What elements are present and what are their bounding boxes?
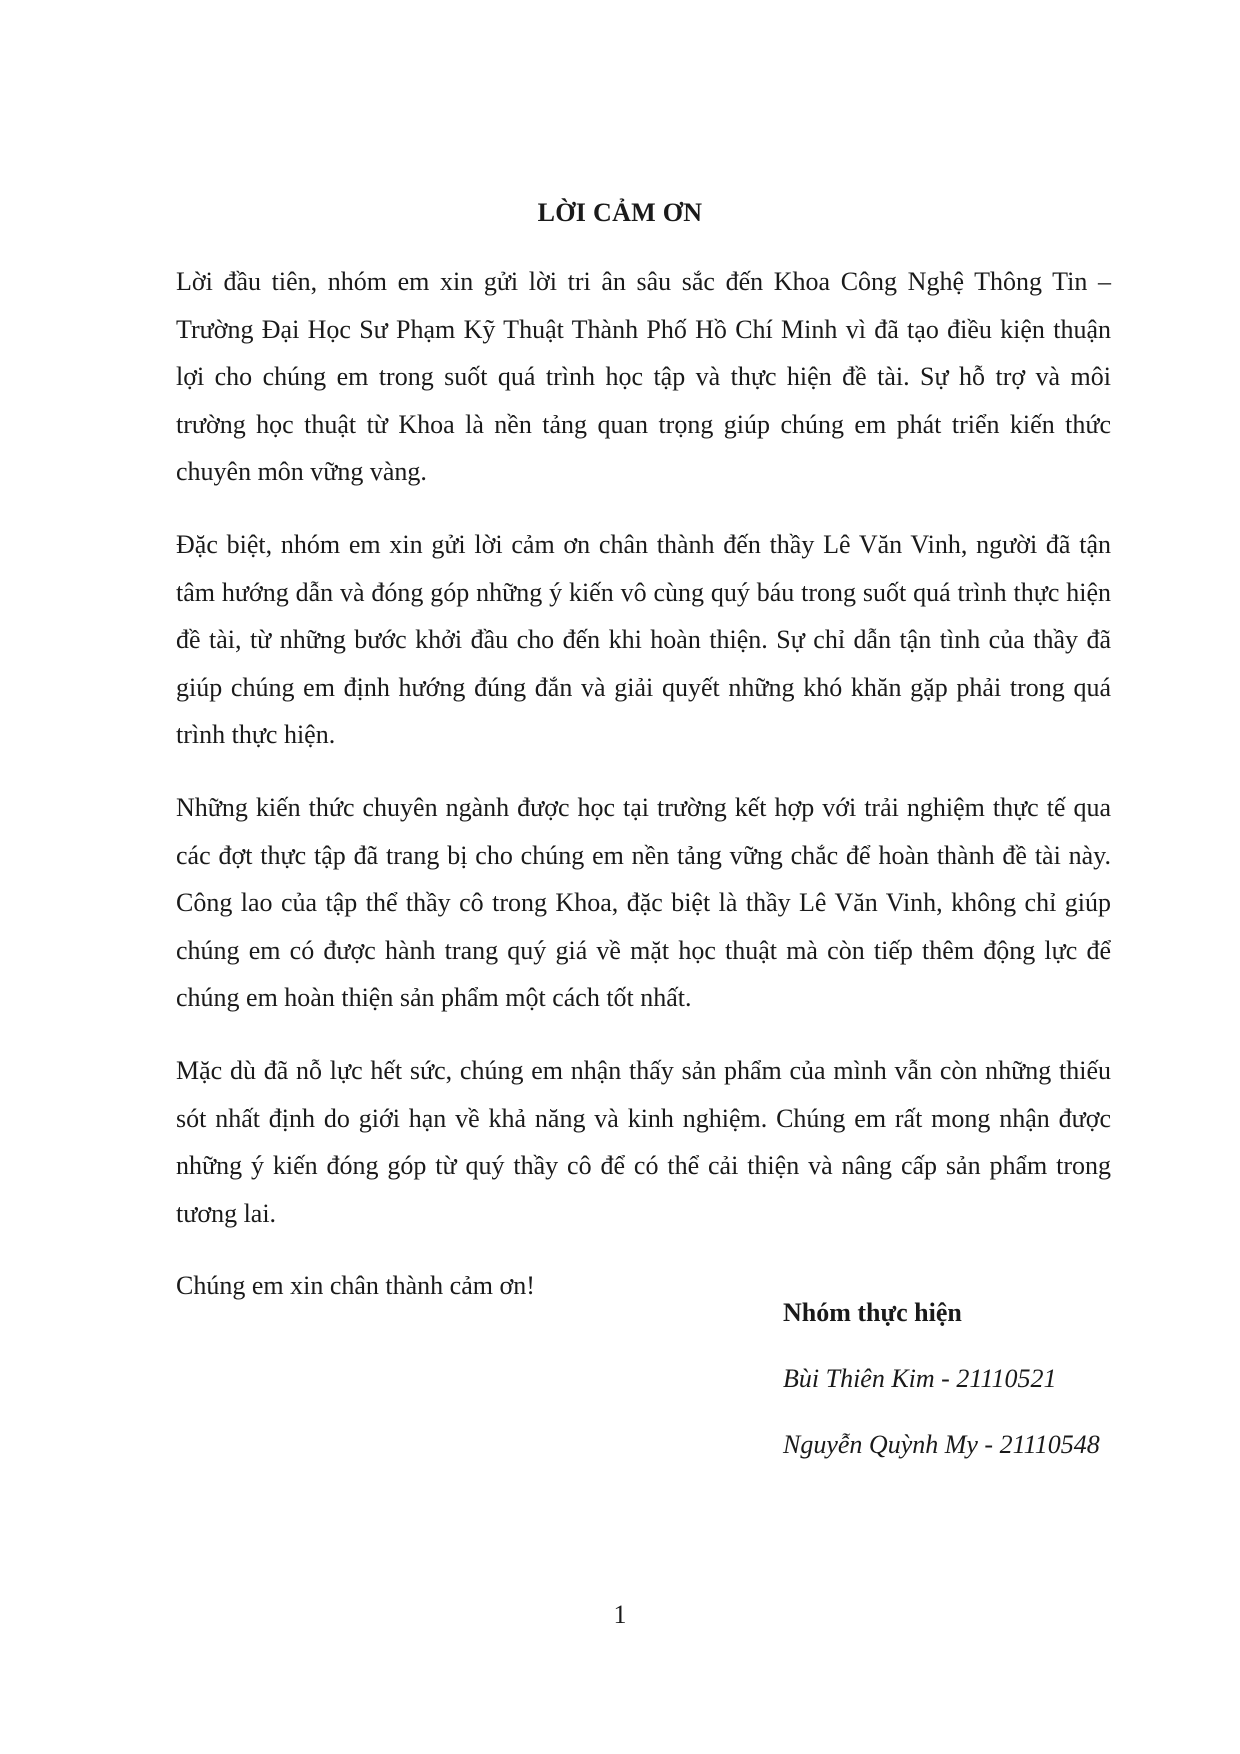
closing-line: Chúng em xin chân thành cảm ơn!	[176, 1271, 535, 1301]
member-name: Nguyễn Quỳnh My - 21110548	[783, 1430, 1100, 1459]
body-text	[176, 258, 1111, 1310]
paragraph-knowledge: Những kiến thức chuyên ngành được học tại trường kết hợp với trải nghiệm thực tế qua các đợt thực tập đã trang bị cho chúng em nền tảng vững chắc để hoàn thành đề tài này. Công lao của tập thể thầy cô trong Khoa, đặc biệt là thầy Lê Văn Vinh, không chỉ giúp chúng em có được hành trang quý giá về mặt học thuật mà còn tiếp thêm động lực để chúng em hoàn thiện sản phẩm một cách tốt nhất.	[176, 792, 1111, 1013]
member-name: Bùi Thiên Kim - 21110521	[783, 1364, 1057, 1393]
signature-block	[783, 1296, 1143, 1494]
paragraph-limitations: Mặc dù đã nỗ lực hết sức, chúng em nhận thấy sản phẩm của mình vẫn còn những thiếu sót nhất định do giới hạn về khả năng và kinh nghiệm. Chúng em rất mong nhận được những ý kiến đóng góp từ quý thầy cô để có thể cải thiện và nâng cấp sản phẩm trong tương lai.	[176, 1055, 1111, 1228]
paragraph-advisor-thanks: Đặc biệt, nhóm em xin gửi lời cảm ơn chân thành đến thầy Lê Văn Vinh, người đã tận tâm hướng dẫn và đóng góp những ý kiến vô cùng quý báu trong suốt quá trình thực hiện đề tài, từ những bước khởi đầu cho đến khi hoàn thiện. Sự chỉ dẫn tận tình của thầy đã giúp chúng em định hướng đúng đắn và giải quyết những khó khăn gặp phải trong quá trình thực hiện.	[176, 529, 1111, 750]
page-number: 1	[613, 1600, 627, 1629]
signature-heading: Nhóm thực hiện	[783, 1298, 962, 1327]
page-title: LỜI CẢM ƠN	[537, 198, 703, 227]
paragraph-intro: Lời đầu tiên, nhóm em xin gửi lời tri ân sâu sắc đến Khoa Công Nghệ Thông Tin – Trường Đại Học Sư Phạm Kỹ Thuật Thành Phố Hồ Chí Minh vì đã tạo điều kiện thuận lợi cho chúng em trong suốt quá trình học tập và thực hiện đề tài. Sự hỗ trợ và môi trường học thuật từ Khoa là nền tảng quan trọng giúp chúng em phát triển kiến thức chuyên môn vững vàng.	[176, 267, 1111, 487]
